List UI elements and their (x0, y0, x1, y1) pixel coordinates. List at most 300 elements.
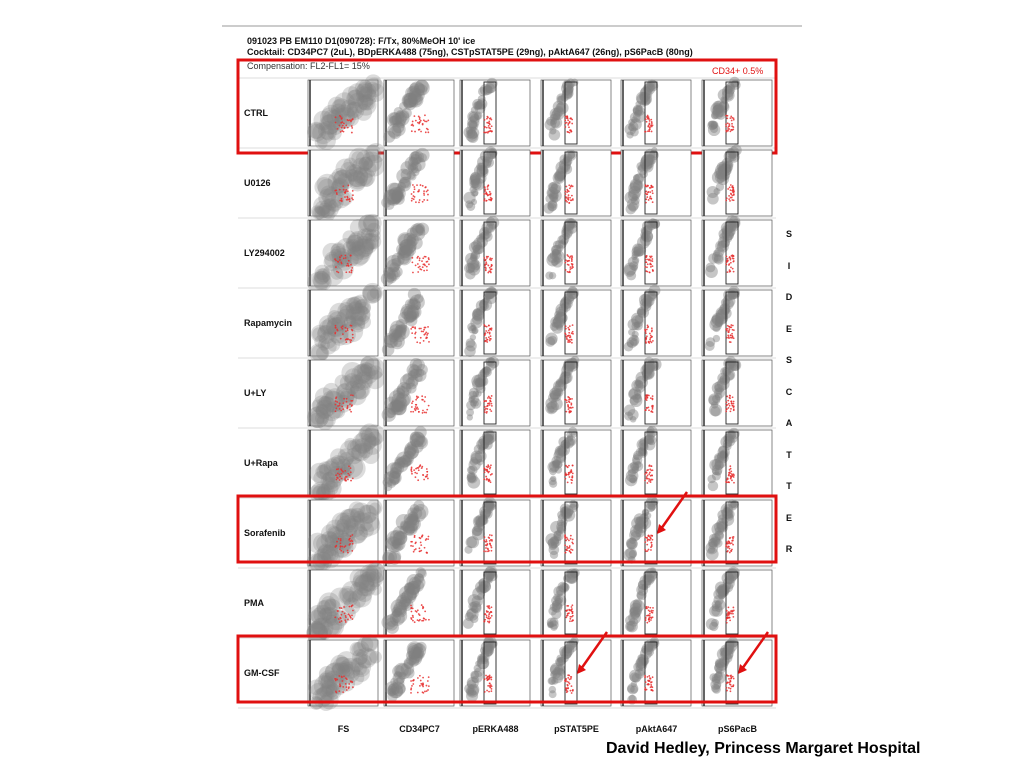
cd34-event (644, 549, 646, 551)
cd34-event (339, 404, 341, 406)
cd34-event (729, 397, 731, 399)
cd34-event (343, 606, 345, 608)
cd34-event (414, 408, 416, 410)
cd34-event (341, 546, 343, 548)
cd34-event (414, 337, 416, 339)
cd34-event (421, 604, 423, 606)
cd34-event (567, 118, 569, 120)
cd34-event (572, 324, 574, 326)
cd34-event (568, 465, 570, 467)
cd34-event (336, 541, 338, 543)
cd34-event (348, 260, 350, 262)
cd34-event (347, 552, 349, 554)
cd34-event (350, 394, 352, 396)
population-blob (471, 328, 477, 334)
cd34-event (413, 551, 415, 553)
cd34-event (571, 482, 573, 484)
cd34-event (569, 325, 571, 327)
cd34-event (411, 332, 413, 334)
cd34-event (565, 540, 567, 542)
population-blob (636, 248, 644, 256)
population-blob (722, 229, 734, 241)
cd34-event (338, 690, 340, 692)
cd34-event (571, 255, 573, 257)
cd34-event (419, 550, 421, 552)
cd34-event (489, 332, 491, 334)
cd34-event (411, 124, 413, 126)
panel-frame (460, 500, 530, 566)
cd34-event (339, 115, 341, 117)
cd34-event (566, 254, 568, 256)
cd34-event (345, 545, 347, 547)
cd34-event (651, 190, 653, 192)
cd34-event (566, 681, 568, 683)
cd34-event (487, 548, 489, 550)
cd34-event (484, 186, 486, 188)
cd34-event (572, 465, 574, 467)
cd34-event (342, 691, 344, 693)
cd34-event (489, 534, 491, 536)
population-blob (414, 435, 428, 449)
cd34-event (335, 122, 337, 124)
cd34-event (650, 479, 652, 481)
population-blob (635, 393, 642, 400)
cd34-event (339, 402, 341, 404)
cd34-event (343, 122, 345, 124)
population-blob (465, 253, 477, 265)
cd34-event (335, 404, 337, 406)
cd34-event (427, 326, 429, 328)
cd34-event (419, 118, 421, 120)
population-blob (644, 368, 654, 378)
cd34-event (649, 197, 651, 199)
cd34-event (341, 198, 343, 200)
population-blob (465, 200, 473, 208)
cd34-event (730, 470, 732, 472)
cd34-event (569, 266, 571, 268)
cd34-event (566, 684, 568, 686)
cd34-event (352, 199, 354, 201)
cd34-event (731, 123, 733, 125)
cd34-event (490, 481, 492, 483)
population-blob (565, 647, 572, 654)
cd34-event (483, 540, 485, 542)
cd34-event (424, 411, 426, 413)
cd34-event (726, 396, 728, 398)
cd34-event (339, 548, 341, 550)
cd34-event (351, 405, 353, 407)
population-blob (630, 178, 643, 191)
cd34-event (339, 685, 341, 687)
cd34-event (732, 396, 734, 398)
cd34-event (491, 540, 493, 542)
cd34-event (646, 544, 648, 546)
cd34-event (732, 536, 734, 538)
cd34-annotation: CD34+ 0.5% (712, 66, 764, 76)
cd34-event (348, 198, 350, 200)
cd34-event (349, 403, 351, 405)
population-blob (636, 529, 645, 538)
cd34-event (420, 131, 422, 133)
cd34-event (491, 264, 493, 266)
cd34-event (727, 188, 729, 190)
population-blob (382, 343, 395, 356)
cd34-event (569, 620, 571, 622)
scatter-panel (383, 79, 454, 146)
cd34-event (347, 329, 349, 331)
cd34-event (564, 399, 566, 401)
cd34-event (485, 408, 487, 410)
cd34-event (644, 329, 646, 331)
cd34-event (341, 607, 343, 609)
cd34-event (649, 191, 651, 193)
cd34-event (345, 621, 347, 623)
row-label: CTRL (244, 108, 268, 118)
cd34-event (491, 258, 493, 260)
column-label: pERKA488 (472, 724, 519, 734)
cd34-event (346, 689, 348, 691)
cd34-event (652, 610, 654, 612)
cd34-event (568, 474, 570, 476)
scatter-panel (702, 145, 772, 216)
cd34-event (489, 118, 491, 120)
cd34-event (733, 408, 735, 410)
cd34-event (425, 619, 427, 621)
population-blob (475, 101, 483, 109)
population-blob (470, 451, 483, 464)
scatter-panel (308, 283, 383, 363)
cd34-event (489, 404, 491, 406)
cd34-event (422, 474, 424, 476)
cd34-event (416, 397, 418, 399)
cd34-event (417, 619, 419, 621)
scatter-panel (621, 285, 691, 356)
cd34-event (412, 683, 414, 685)
cd34-event (645, 337, 647, 339)
cd34-event (729, 465, 731, 467)
cd34-event (486, 326, 488, 328)
cd34-event (410, 541, 412, 543)
population-blob (635, 101, 641, 107)
population-blob (481, 367, 488, 374)
cd34-event (569, 197, 571, 199)
cd34-event (343, 675, 345, 677)
population-blob (556, 103, 566, 113)
cd34-event (646, 615, 648, 617)
population-blob (394, 608, 403, 617)
cd34-event (426, 409, 428, 411)
cd34-event (486, 263, 488, 265)
population-blob (407, 86, 420, 99)
cd34-event (420, 184, 422, 186)
population-blob (554, 170, 565, 181)
cd34-event (427, 120, 429, 122)
cd34-event (726, 610, 728, 612)
cd34-event (569, 547, 571, 549)
cd34-event (565, 610, 567, 612)
side-axis-letter: S (785, 355, 792, 365)
population-blob (411, 300, 421, 310)
cd34-event (729, 186, 731, 188)
population-blob (387, 193, 400, 206)
cd34-event (564, 119, 566, 121)
cd34-event (483, 550, 485, 552)
cd34-event (352, 477, 354, 479)
side-axis-letter: R (785, 544, 793, 554)
cd34-event (486, 256, 488, 258)
cd34-event (491, 329, 493, 331)
cd34-event (729, 619, 731, 621)
cd34-event (483, 478, 485, 480)
population-blob (728, 437, 734, 443)
cd34-event (647, 540, 649, 542)
cd34-event (569, 411, 571, 413)
cd34-event (649, 607, 651, 609)
cd34-event (412, 400, 414, 402)
population-blob (715, 604, 723, 612)
cd34-event (647, 263, 649, 265)
cd34-event (488, 330, 490, 332)
cd34-event (410, 328, 412, 330)
cd34-event (484, 132, 486, 134)
cd34-event (491, 405, 493, 407)
population-blob (313, 605, 332, 624)
population-blob (359, 512, 379, 532)
cd34-event (419, 547, 421, 549)
population-blob (353, 665, 370, 682)
cd34-event (646, 121, 648, 123)
cd34-event (645, 118, 647, 120)
cd34-event (727, 550, 729, 552)
cd34-event (566, 337, 568, 339)
cd34-event (569, 683, 571, 685)
cd34-event (486, 411, 488, 413)
population-blob (729, 639, 737, 647)
cd34-event (341, 117, 343, 119)
cd34-event (730, 337, 732, 339)
cd34-event (487, 405, 489, 407)
cd34-event (490, 130, 492, 132)
cd34-event (566, 401, 568, 403)
cd34-event (731, 255, 733, 257)
population-blob (721, 170, 730, 179)
header-line-cocktail: Cocktail: CD34PC7 (2uL), BDpERKA488 (75ng), CSTpSTAT5PE (29ng), pAktA647 (26ng), pS6PacB (80ng) (247, 47, 693, 57)
cd34-event (644, 676, 646, 678)
cd34-event (426, 269, 428, 271)
population-blob (478, 87, 487, 96)
population-blob (557, 312, 568, 323)
cd34-event (652, 260, 654, 262)
cd34-event (339, 476, 341, 478)
cd34-event (488, 270, 490, 272)
population-blob (718, 592, 725, 599)
cd34-event (649, 120, 651, 122)
cd34-event (727, 260, 729, 262)
cd34-event (491, 615, 493, 617)
cd34-event (334, 332, 336, 334)
cd34-event (341, 200, 343, 202)
population-blob (392, 402, 401, 411)
cd34-event (730, 326, 732, 328)
cd34-event (491, 268, 493, 270)
population-blob (642, 574, 652, 584)
cd34-event (652, 607, 654, 609)
cd34-event (340, 338, 342, 340)
cd34-event (410, 687, 412, 689)
population-blob (485, 293, 491, 299)
cd34-event (426, 474, 428, 476)
cd34-event (345, 677, 347, 679)
cd34-event (345, 330, 347, 332)
cd34-event (567, 677, 569, 679)
cd34-event (489, 128, 491, 130)
cd34-event (569, 187, 571, 189)
population-blob (313, 111, 333, 131)
population-blob (625, 474, 637, 486)
cd34-event (420, 544, 422, 546)
cd34-event (490, 265, 492, 267)
cd34-event (564, 126, 566, 128)
population-blob (715, 320, 722, 327)
cd34-event (644, 480, 646, 482)
cd34-event (411, 685, 413, 687)
cd34-event (652, 612, 654, 614)
cd34-event (415, 120, 417, 122)
cd34-event (566, 547, 568, 549)
cd34-event (570, 404, 572, 406)
cd34-event (570, 552, 572, 554)
cd34-event (486, 469, 488, 471)
cd34-event (350, 264, 352, 266)
cd34-event (351, 267, 353, 269)
cd34-event (572, 407, 574, 409)
population-blob (484, 230, 490, 236)
cd34-event (487, 122, 489, 124)
cd34-event (484, 264, 486, 266)
population-blob (715, 660, 723, 668)
cd34-event (565, 333, 567, 335)
cd34-event (351, 550, 353, 552)
population-blob (412, 576, 426, 590)
side-axis-letter: T (786, 481, 792, 491)
row-label: U+LY (244, 388, 267, 398)
cd34-event (565, 411, 567, 413)
cd34-event (649, 610, 651, 612)
cd34-event (650, 260, 652, 262)
population-blob (719, 303, 730, 314)
population-blob (488, 223, 496, 231)
scatter-panel (460, 636, 530, 706)
scatter-panel (702, 77, 772, 146)
cd34-event (424, 396, 426, 398)
cd34-event (345, 124, 347, 126)
cd34-event (730, 613, 732, 615)
population-blob (720, 96, 727, 103)
cd34-event (419, 675, 421, 677)
cd34-event (645, 193, 647, 195)
cd34-event (412, 411, 414, 413)
scatter-panel (621, 79, 691, 146)
cd34-event (415, 548, 417, 550)
population-blob (466, 408, 474, 416)
cd34-event (351, 125, 353, 127)
cd34-event (487, 678, 489, 680)
scatter-panel (460, 429, 530, 496)
cd34-event (649, 472, 651, 474)
population-blob (547, 189, 555, 197)
cd34-event (726, 690, 728, 692)
cd34-event (568, 260, 570, 262)
cd34-event (339, 189, 341, 191)
cd34-event (730, 688, 732, 690)
cd34-event (427, 189, 429, 191)
cd34-event (644, 687, 646, 689)
cd34-event (649, 338, 651, 340)
population-blob (485, 357, 494, 366)
cd34-event (416, 257, 418, 259)
cd34-event (566, 186, 568, 188)
population-blob (558, 447, 568, 457)
population-blob (566, 78, 576, 88)
cd34-event (726, 481, 728, 483)
cd34-event (344, 196, 346, 198)
panel-row (307, 356, 772, 431)
cd34-event (564, 478, 566, 480)
cd34-event (423, 334, 425, 336)
cd34-event (423, 329, 425, 331)
cd34-event (335, 407, 337, 409)
cd34-event (347, 127, 349, 129)
cd34-event (646, 550, 648, 552)
cd34-event (566, 189, 568, 191)
cd34-event (725, 123, 727, 125)
population-blob (389, 126, 402, 139)
cd34-event (489, 687, 491, 689)
population-blob (329, 303, 350, 324)
population-blob (418, 153, 427, 162)
cd34-event (488, 324, 490, 326)
cd34-event (419, 619, 421, 621)
cd34-event (490, 464, 492, 466)
cd34-event (644, 409, 646, 411)
cd34-event (346, 398, 348, 400)
population-blob (641, 97, 650, 106)
cd34-event (650, 465, 652, 467)
cd34-event (340, 542, 342, 544)
cd34-event (336, 468, 338, 470)
scatter-panel (541, 150, 611, 216)
cd34-event (488, 471, 490, 473)
cd34-event (725, 125, 727, 127)
cd34-event (335, 266, 337, 268)
cd34-event (485, 188, 487, 190)
cd34-event (335, 691, 337, 693)
population-blob (626, 271, 636, 281)
cd34-event (346, 686, 348, 688)
cd34-event (644, 131, 646, 133)
cd34-event (344, 127, 346, 129)
panel-row (308, 143, 772, 223)
cd34-event (427, 689, 429, 691)
cd34-event (424, 610, 426, 612)
cd34-event (488, 336, 490, 338)
population-blob (413, 646, 421, 654)
scatter-panel (702, 428, 772, 496)
population-blob (479, 306, 486, 313)
cd34-event (428, 263, 430, 265)
population-blob (557, 511, 566, 520)
cd34-event (645, 339, 647, 341)
